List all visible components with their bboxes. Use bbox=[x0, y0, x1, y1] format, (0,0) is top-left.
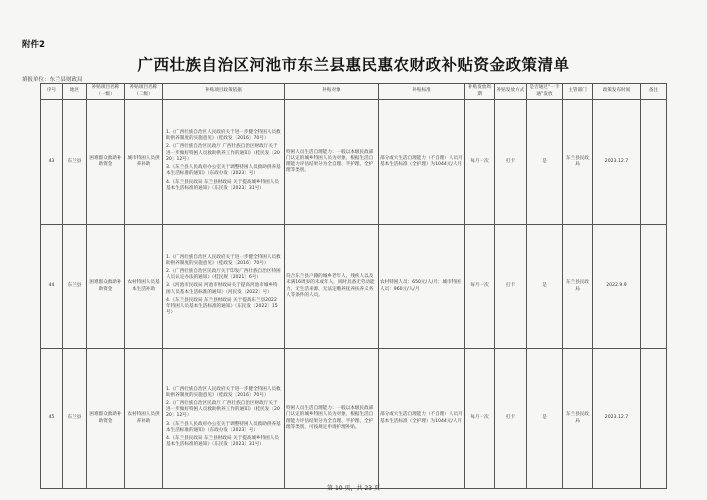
row-target: 特困人员生活自理能力：一般以本级民政部门认定的城乡特困人员为对象，根据生活自理能力评估结果分为全自理、半护理、全护理等类别，可按规定申请护理补贴。 bbox=[285, 349, 379, 489]
policy-item: 1.《广西壮族自治区人民政府关于进一步健全特困人员救助供养制度的实施意见》（桂政发〔2016〕70号） bbox=[166, 130, 281, 142]
header-cell: 备注 bbox=[641, 84, 667, 100]
policy-item: 2.《广西壮族自治区民政厅关于印发广西壮族自治区特困人员认定办法的通知》（桂民规〔2021〕6号） bbox=[166, 268, 281, 281]
row-card: 是 bbox=[527, 225, 563, 349]
row-target: 符合东兰县户籍的城乡老年人、残疾人以及未满16周岁的未成年人，同时具备无劳动能力、无生活来源、无法定赡养抚养扶养义务人等条件的人员。 bbox=[285, 225, 379, 349]
table-header-row bbox=[41, 84, 667, 100]
row-cycle: 每月一次 bbox=[465, 100, 495, 225]
policy-table bbox=[40, 83, 667, 489]
row-policies bbox=[163, 225, 285, 349]
row-level2: 农村特困人员基本生活补助 bbox=[125, 225, 163, 349]
header-cell: 补贴项目名称（二级） bbox=[125, 84, 163, 100]
header-cell: 序号 bbox=[41, 84, 63, 100]
row-method: 打卡 bbox=[495, 349, 527, 489]
filler-unit: 填报单位：东兰县财政局 bbox=[22, 77, 83, 83]
row-policies bbox=[163, 100, 285, 225]
row-cycle: 每月一次 bbox=[465, 349, 495, 489]
header-cell: 政策发布时间 bbox=[593, 84, 641, 100]
row-standard: 农村特困人员：650元/人/月；城市特困人员：960元/人/月 bbox=[379, 225, 465, 349]
header-cell: 是否通过“一卡通”发放 bbox=[527, 84, 563, 100]
row-level2: 城市特困人员供养补助 bbox=[125, 100, 163, 225]
row-method: 打卡 bbox=[495, 225, 527, 349]
row-number: 43 bbox=[41, 100, 63, 225]
row-standard: 部分或大生活自理能力（不自理）人员月基本生活标准（全护理）为1044元/人月 bbox=[379, 349, 465, 489]
policy-item: 4.《东兰县民政局 东兰县财政局 关于提高东兰县2022年特困人员基本生活标准的通知》（东民发〔2022〕15号） bbox=[166, 297, 278, 316]
header-cell: 补贴发放周期 bbox=[465, 84, 495, 100]
row-level1: 困难群众救助补助资金 bbox=[87, 100, 125, 225]
policy-item: 4.《东兰县民政局 东兰县财政局 关于提高城乡特困人员基本生活标准的通知》（东民发〔2023〕31号） bbox=[166, 179, 279, 191]
row-card: 是 bbox=[527, 100, 563, 225]
policy-item: 3.《东兰县人民政府办公室关于调整特困人员救助供养基本生活标准的通知》（东政办发〔2023〕号） bbox=[166, 421, 281, 433]
policy-item: 2.《广西壮族自治区民政厅 广西壮族自治区财政厅关于进一步做好特困人员救助供养工作的通知》（桂民发〔2020〕12号） bbox=[166, 400, 280, 419]
attachment-label: 附件2 bbox=[22, 40, 45, 50]
page-number: 第 10 页，共 23 页 bbox=[327, 485, 380, 492]
policy-item: 1.《广西壮族自治区人民政府关于进一步健全特困人员救助供养制度的实施意见》（桂政发〔2016〕70号） bbox=[166, 386, 281, 398]
header-cell: 补贴项目政策依据 bbox=[163, 84, 285, 100]
document-title: 广西壮族自治区河池市东兰县惠民惠农财政补贴资金政策清单 bbox=[137, 55, 570, 74]
row-method: 打卡 bbox=[495, 100, 527, 225]
row-number: 44 bbox=[41, 225, 63, 349]
table-row bbox=[41, 349, 667, 489]
row-note bbox=[641, 100, 667, 225]
row-level1: 困难群众救助补助资金 bbox=[87, 225, 125, 349]
header-cell: 补贴发放方式 bbox=[495, 84, 527, 100]
row-note bbox=[641, 225, 667, 349]
policy-item: 4.《东兰县民政局 东兰县财政局 关于提高城乡特困人员基本生活标准的通知》（东民发〔2023〕31号） bbox=[166, 436, 279, 448]
policy-item: 3.《河池市民政局 河池市财政局关于提高河池市城乡特困人员基本生活标准的通知》（河民发〔2022〕号） bbox=[166, 283, 278, 295]
row-number: 45 bbox=[41, 349, 63, 489]
row-dept: 东兰县民政局 bbox=[563, 349, 593, 489]
header-cell: 补贴标准 bbox=[379, 84, 465, 100]
row-standard: 部分或大生活自理能力（不自理）人员月基本生活标准（全护理）为1044元/人月 bbox=[379, 100, 465, 225]
row-region: 东兰县 bbox=[63, 225, 87, 349]
row-level2: 农村特困人员供养补助 bbox=[125, 349, 163, 489]
header-cell: 补贴项目名称（一级） bbox=[87, 84, 125, 100]
row-note bbox=[641, 349, 667, 489]
row-cycle: 每月一次 bbox=[465, 225, 495, 349]
table-row bbox=[41, 100, 667, 225]
policy-item: 3.《东兰县人民政府办公室关于调整特困人员救助供养基本生活标准的通知》（东政办发〔2023〕号） bbox=[166, 165, 281, 177]
row-region: 东兰县 bbox=[63, 100, 87, 225]
table-row bbox=[41, 225, 667, 349]
row-region: 东兰县 bbox=[63, 349, 87, 489]
row-card: 是 bbox=[527, 349, 563, 489]
row-policies bbox=[163, 349, 285, 489]
header-cell: 地区 bbox=[63, 84, 87, 100]
row-date: 2022.9.9 bbox=[593, 225, 641, 349]
row-date: 2023.12.7 bbox=[593, 100, 641, 225]
row-dept: 东兰县民政局 bbox=[563, 100, 593, 225]
header-cell: 主管部门 bbox=[563, 84, 593, 100]
row-level1: 困难群众救助补助资金 bbox=[87, 349, 125, 489]
row-target: 特困人员生活自理能力：一般以本级民政部门认定的城乡特困人员为对象，根据生活自理能力评估结果分为全自理、半护理、全护理等类别。 bbox=[285, 100, 379, 225]
row-dept: 东兰县民政局 bbox=[563, 225, 593, 349]
policy-item: 1.《广西壮族自治区人民政府关于进一步健全特困人员救助供养制度的实施意见》（桂政发〔2016〕70号） bbox=[166, 254, 281, 266]
header-cell: 补贴对象 bbox=[285, 84, 379, 100]
policy-item: 2.《广西壮族自治区民政厅 广西壮族自治区财政厅关于进一步做好特困人员救助供养工作的通知》（桂民发〔2020〕12号） bbox=[166, 144, 280, 162]
row-date: 2023.12.7 bbox=[593, 349, 641, 489]
